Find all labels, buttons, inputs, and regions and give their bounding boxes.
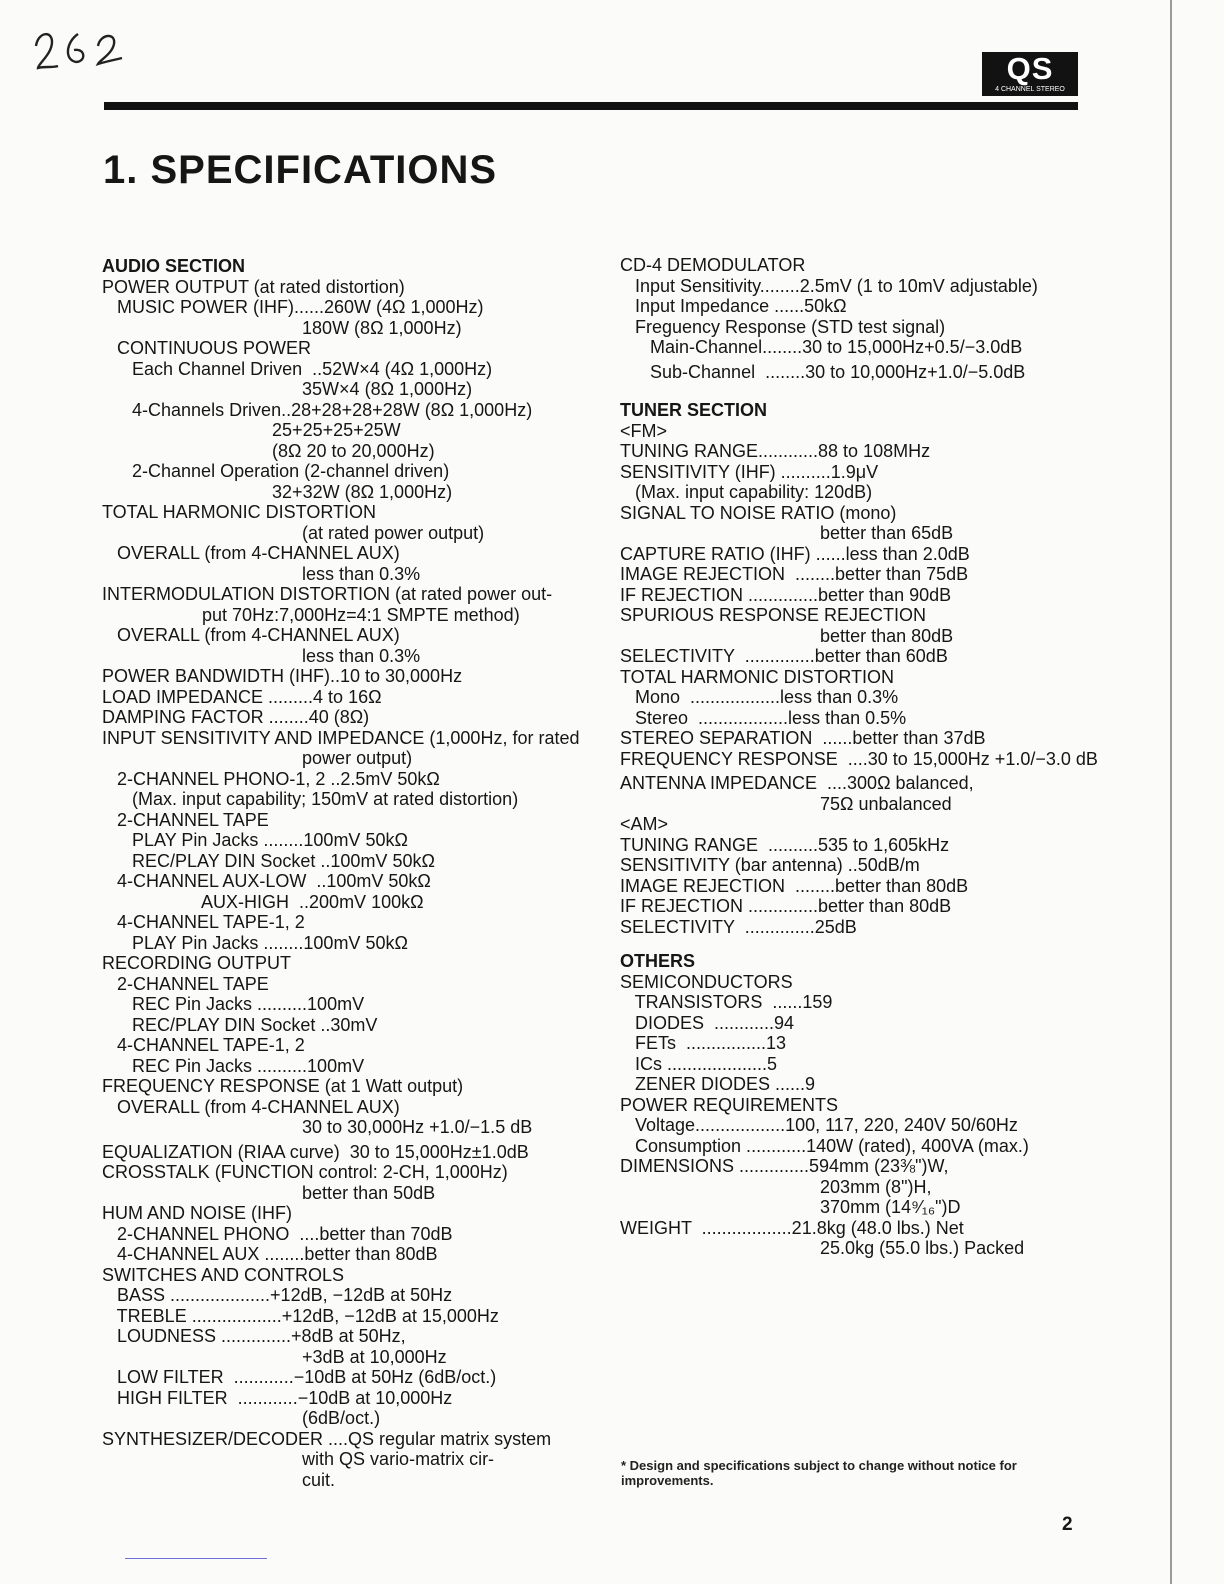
spec-line: HUM AND NOISE (IHF) bbox=[102, 1203, 293, 1223]
spec-line: with QS vario-matrix cir- bbox=[102, 1449, 495, 1469]
spec-line: 4-Channels Driven..28+28+28+28W (8Ω 1,000Hz) bbox=[102, 399, 533, 420]
spec-line: RECORDING OUTPUT bbox=[102, 953, 291, 973]
spec-line: DAMPING FACTOR ........40 (8Ω) bbox=[102, 707, 370, 727]
spec-line: POWER BANDWIDTH (IHF)..10 to 30,000Hz bbox=[102, 666, 463, 686]
spec-line: SELECTIVITY ..............better than 60dB bbox=[620, 646, 948, 666]
spec-line: Input Sensitivity........2.5mV (1 to 10mV adjustable) bbox=[620, 275, 1038, 296]
handwritten-page-note bbox=[30, 16, 140, 76]
spec-line: IF REJECTION ..............better than 80dB bbox=[620, 896, 952, 916]
spec-line: Input Impedance ......50kΩ bbox=[620, 296, 847, 316]
spec-line: EQUALIZATION (RIAA curve) 30 to 15,000Hz±1.0dB bbox=[102, 1141, 529, 1162]
spec-line: HIGH FILTER ............−10dB at 10,000Hz bbox=[102, 1387, 453, 1408]
spec-line: 4-CHANNEL AUX-LOW ..100mV 50kΩ bbox=[102, 871, 431, 891]
footnote: * Design and specifications subject to change without notice for improvements. bbox=[621, 1458, 1017, 1488]
spec-line: 2-CHANNEL PHONO-1, 2 ..2.5mV 50kΩ bbox=[102, 768, 440, 789]
spec-line: REC Pin Jacks ..........100mV bbox=[102, 994, 365, 1014]
spec-line: SEMICONDUCTORS bbox=[620, 971, 793, 992]
spec-line: Freguency Response (STD test signal) bbox=[620, 316, 946, 337]
spec-line: ICs ....................5 bbox=[620, 1053, 778, 1074]
spec-line: 35W×4 (8Ω 1,000Hz) bbox=[102, 379, 473, 399]
spec-line: OVERALL (from 4-CHANNEL AUX) bbox=[102, 1096, 400, 1117]
spec-line: IF REJECTION ..............better than 90dB bbox=[620, 584, 952, 605]
spec-line: cuit. bbox=[102, 1469, 336, 1490]
spec-line: ZENER DIODES ......9 bbox=[620, 1074, 816, 1094]
qs-logo bbox=[982, 52, 1078, 96]
spec-line: MUSIC POWER (IHF)......260W (4Ω 1,000Hz) bbox=[102, 297, 484, 317]
spec-line: SIGNAL TO NOISE RATIO (mono) bbox=[620, 502, 897, 523]
spec-line: SPURIOUS RESPONSE REJECTION bbox=[620, 605, 927, 625]
spec-line: 2-CHANNEL TAPE bbox=[102, 809, 269, 830]
spec-line: TRANSISTORS ......159 bbox=[620, 992, 833, 1012]
qs-logo-text: QS bbox=[1006, 51, 1054, 86]
spec-line: OTHERS bbox=[620, 951, 696, 971]
qs-logo-subtext: 4 CHANNEL STEREO bbox=[995, 86, 1065, 93]
spec-line: better than 65dB bbox=[620, 523, 954, 543]
spec-line: Stereo ..................less than 0.5% bbox=[620, 707, 907, 728]
spec-line: CONTINUOUS POWER bbox=[102, 338, 312, 358]
spec-line: 2-Channel Operation (2-channel driven) bbox=[102, 461, 450, 481]
page-edge-line bbox=[1170, 0, 1172, 1584]
spec-line: 4-CHANNEL TAPE-1, 2 bbox=[102, 1035, 305, 1055]
spec-line: FETs ................13 bbox=[620, 1033, 787, 1053]
spec-line: SENSITIVITY (bar antenna) ..50dB/m bbox=[620, 855, 920, 875]
spec-line: OVERALL (from 4-CHANNEL AUX) bbox=[102, 543, 400, 563]
spec-line: LOAD IMPEDANCE .........4 to 16Ω bbox=[102, 686, 382, 707]
spec-line: (Max. input capability; 150mV at rated distortion) bbox=[102, 789, 519, 809]
spec-line: Mono ..................less than 0.3% bbox=[620, 687, 899, 707]
spec-line: 2-CHANNEL TAPE bbox=[102, 973, 269, 994]
spec-line: 75Ω unbalanced bbox=[620, 793, 952, 814]
spec-line: LOUDNESS ..............+8dB at 50Hz, bbox=[102, 1326, 406, 1346]
header-rule bbox=[104, 102, 1078, 110]
spec-line: put 70Hz:7,000Hz=4:1 SMPTE method) bbox=[102, 604, 520, 625]
spec-line: 4-CHANNEL TAPE-1, 2 bbox=[102, 912, 305, 932]
spec-line: TREBLE ..................+12dB, −12dB at 15,000Hz bbox=[102, 1305, 499, 1326]
spec-line: TUNER SECTION bbox=[620, 400, 768, 420]
spec-line: FREQUENCY RESPONSE ....30 to 15,000Hz +1.0/−3.0 dB bbox=[620, 748, 1098, 769]
spec-line: LOW FILTER ............−10dB at 50Hz (6dB/oct.) bbox=[102, 1367, 497, 1387]
spec-line: ANTENNA IMPEDANCE ....300Ω balanced, bbox=[620, 773, 974, 793]
spec-line: TOTAL HARMONIC DISTORTION bbox=[102, 502, 377, 522]
spec-line: STEREO SEPARATION ......better than 37dB bbox=[620, 728, 986, 748]
spec-line: Main-Channel........30 to 15,000Hz+0.5/−3.0dB bbox=[620, 337, 1023, 357]
spec-line: SENSITIVITY (IHF) ..........1.9μV bbox=[620, 461, 879, 482]
spec-line: <FM> bbox=[620, 420, 668, 441]
spec-line: (Max. input capability: 120dB) bbox=[620, 482, 873, 502]
spec-line: 32+32W (8Ω 1,000Hz) bbox=[102, 481, 453, 502]
spec-line: (8Ω 20 to 20,000Hz) bbox=[102, 440, 435, 461]
spec-line: INPUT SENSITIVITY AND IMPEDANCE (1,000Hz, for rated bbox=[102, 727, 580, 748]
spec-line: SWITCHES AND CONTROLS bbox=[102, 1264, 345, 1285]
spec-line: BASS ....................+12dB, −12dB at 50Hz bbox=[102, 1285, 453, 1305]
spec-line: less than 0.3% bbox=[102, 645, 421, 666]
spec-line: REC/PLAY DIN Socket ..30mV bbox=[102, 1014, 378, 1035]
spec-line: CD-4 DEMODULATOR bbox=[620, 255, 806, 275]
spec-line: TOTAL HARMONIC DISTORTION bbox=[620, 666, 895, 687]
spec-line: OVERALL (from 4-CHANNEL AUX) bbox=[102, 625, 400, 645]
spec-line: Sub-Channel ........30 to 10,000Hz+1.0/−5.0dB bbox=[620, 361, 1026, 382]
spec-line: power output) bbox=[102, 748, 413, 768]
spec-line: 25.0kg (55.0 lbs.) Packed bbox=[620, 1238, 1025, 1258]
page-title: 1. SPECIFICATIONS bbox=[103, 148, 498, 192]
spec-line: POWER REQUIREMENTS bbox=[620, 1094, 839, 1115]
spec-line: INTERMODULATION DISTORTION (at rated power out- bbox=[102, 584, 553, 604]
spec-line: POWER OUTPUT (at rated distortion) bbox=[102, 276, 405, 297]
spec-line: TUNING RANGE............88 to 108MHz bbox=[620, 441, 931, 461]
spec-line: CAPTURE RATIO (IHF) ......less than 2.0dB bbox=[620, 543, 970, 564]
spec-line: better than 80dB bbox=[620, 625, 954, 646]
spec-line: 180W (8Ω 1,000Hz) bbox=[102, 317, 462, 338]
page-number: 2 bbox=[1062, 1514, 1073, 1535]
spec-line: 203mm (8")H, bbox=[620, 1176, 932, 1197]
left-spec-column bbox=[102, 256, 579, 1490]
spec-line: AUX-HIGH ..200mV 100kΩ bbox=[102, 891, 424, 912]
spec-line: SYNTHESIZER/DECODER ....QS regular matrix system bbox=[102, 1428, 552, 1449]
spec-line: REC Pin Jacks ..........100mV bbox=[102, 1055, 365, 1076]
spec-line: 370mm (14⁹⁄₁₆")D bbox=[620, 1197, 961, 1217]
spec-line: Consumption ............140W (rated), 400VA (max.) bbox=[620, 1135, 1029, 1156]
spec-line: CROSSTALK (FUNCTION control: 2-CH, 1,000Hz) bbox=[102, 1162, 508, 1182]
spec-line: Voltage..................100, 117, 220, 240V 50/60Hz bbox=[620, 1115, 1018, 1135]
spec-line: WEIGHT ..................21.8kg (48.0 lbs.) Net bbox=[620, 1217, 964, 1238]
spec-line: 30 to 30,000Hz +1.0/−1.5 dB bbox=[102, 1117, 533, 1137]
spec-line: PLAY Pin Jacks ........100mV 50kΩ bbox=[102, 932, 408, 953]
spec-line: Each Channel Driven ..52W×4 (4Ω 1,000Hz) bbox=[102, 358, 493, 379]
spec-line: 4-CHANNEL AUX ........better than 80dB bbox=[102, 1244, 438, 1264]
spec-line: SELECTIVITY ..............25dB bbox=[620, 916, 857, 937]
spec-line: <AM> bbox=[620, 814, 669, 834]
spec-line: less than 0.3% bbox=[102, 563, 421, 584]
spec-line: +3dB at 10,000Hz bbox=[102, 1346, 447, 1367]
spec-line: 2-CHANNEL PHONO ....better than 70dB bbox=[102, 1223, 453, 1244]
right-spec-column bbox=[620, 255, 1098, 1259]
spec-line: DIODES ............94 bbox=[620, 1012, 795, 1033]
spec-line: FREQUENCY RESPONSE (at 1 Watt output) bbox=[102, 1076, 464, 1096]
spec-line: (6dB/oct.) bbox=[102, 1408, 381, 1428]
spec-line: IMAGE REJECTION ........better than 80dB bbox=[620, 875, 969, 896]
scan-underline bbox=[125, 1558, 267, 1559]
spec-line: 25+25+25+25W bbox=[102, 420, 401, 440]
spec-line: REC/PLAY DIN Socket ..100mV 50kΩ bbox=[102, 850, 435, 871]
spec-line: (at rated power output) bbox=[102, 522, 485, 543]
spec-line: PLAY Pin Jacks ........100mV 50kΩ bbox=[102, 830, 408, 850]
spec-line: AUDIO SECTION bbox=[102, 256, 246, 276]
spec-line: TUNING RANGE ..........535 to 1,605kHz bbox=[620, 834, 950, 855]
spec-line: better than 50dB bbox=[102, 1182, 436, 1203]
spec-line: DIMENSIONS ..............594mm (23⅜")W, bbox=[620, 1156, 949, 1176]
spec-line: IMAGE REJECTION ........better than 75dB bbox=[620, 564, 969, 584]
